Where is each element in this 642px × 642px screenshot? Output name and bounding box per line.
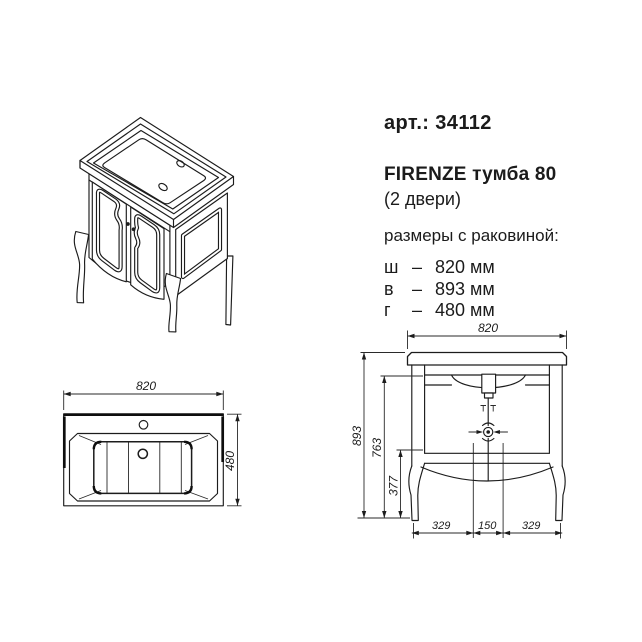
front-left-leg bbox=[409, 463, 425, 520]
front-height-dimension bbox=[350, 353, 410, 519]
drain-hole bbox=[138, 449, 147, 458]
front-bottom-dimensions bbox=[412, 520, 562, 539]
right-door-knob bbox=[132, 227, 136, 231]
front-left-leg bbox=[74, 232, 88, 303]
top-view-drawing bbox=[40, 372, 260, 550]
dimension-key: г bbox=[384, 300, 391, 320]
dimension-dash: – bbox=[412, 300, 423, 320]
front-view-drawing bbox=[340, 315, 642, 565]
front-right-leg bbox=[549, 463, 565, 520]
shelf bbox=[421, 453, 553, 481]
bottom-left-span-label: 329 bbox=[432, 520, 451, 532]
dimension-dash: – bbox=[412, 278, 423, 299]
front-right-leg bbox=[165, 274, 180, 332]
front-width-label: 820 bbox=[478, 321, 499, 335]
back-right-leg bbox=[226, 256, 233, 325]
front-width-dimension bbox=[408, 321, 567, 349]
product-title: FIRENZE тумба 80 bbox=[384, 164, 557, 185]
top-view-width-label: 820 bbox=[136, 379, 157, 393]
dimension-row-height bbox=[384, 279, 614, 301]
dimension-key: в bbox=[384, 278, 394, 299]
dimension-row-width bbox=[384, 257, 614, 279]
dimensions-heading: размеры с раковиной: bbox=[384, 226, 559, 245]
isometric-view-drawing bbox=[50, 98, 300, 343]
top-view-depth-dimension bbox=[223, 414, 242, 506]
dimension-value: 820 мм bbox=[435, 257, 495, 277]
bottom-center-span-label: 150 bbox=[478, 520, 497, 532]
product-subtitle: (2 двери) bbox=[384, 189, 461, 209]
countertop-slab bbox=[408, 353, 567, 366]
dimension-dash: – bbox=[412, 257, 423, 277]
dimension-key: ш bbox=[384, 257, 399, 277]
faucet-hole bbox=[139, 421, 148, 430]
dimension-value: 480 мм bbox=[435, 300, 495, 320]
top-view-width-dimension bbox=[64, 379, 224, 410]
product-info bbox=[384, 112, 614, 322]
sink-top-outline bbox=[63, 414, 223, 506]
article-number: арт.: 34112 bbox=[384, 112, 492, 134]
bottom-right-span-label: 329 bbox=[522, 520, 541, 532]
dimension-value: 893 мм bbox=[435, 278, 495, 299]
basin-rim bbox=[70, 434, 218, 502]
top-view-depth-label: 480 bbox=[222, 450, 237, 471]
left-door-knob bbox=[126, 222, 130, 226]
front-height-label: 893 bbox=[350, 425, 364, 446]
front-shelf-height-label: 377 bbox=[386, 475, 401, 496]
front-inner-height-label: 763 bbox=[370, 437, 385, 458]
